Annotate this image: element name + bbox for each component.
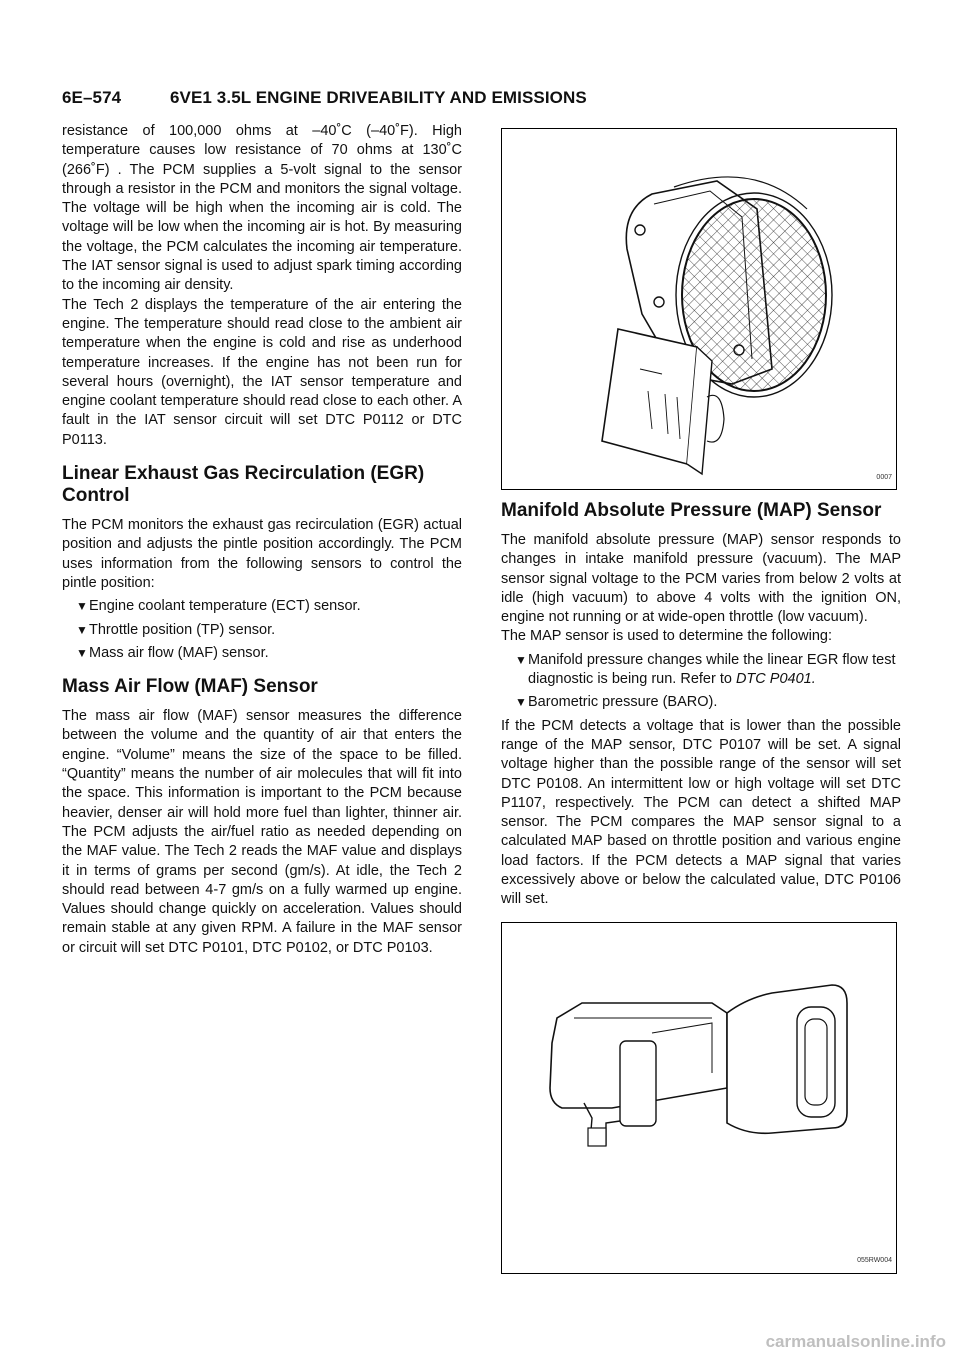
map-paragraph-3: If the PCM detects a voltage that is lower than the possible range of the MAP sensor, DTC P0107 will be set. A signal voltage higher than the possible range of the sensor will set DTC P0108. An intermittent low or high voltage will set DTC P1107, respectively. The PCM can detect a shifted MAP sensor. The PCM compares the MAP sensor signal to a calculated MAP based on throttle position and various engine load factors. If the PCM detects a MAP signal that varies excessively above or below the calculated value, DTC P0106 will set. <box>501 717 901 908</box>
right-column <box>501 128 901 1274</box>
maf-heading: Mass Air Flow (MAF) Sensor <box>62 676 318 698</box>
bullet-marker-icon: ▼ <box>76 599 88 614</box>
map-sensor-figure <box>501 922 897 1274</box>
iat-paragraph-2: The Tech 2 displays the temperature of the air entering the engine. The temperature should read close to the ambient air temperature when the engine is cold and rise as underhood temperature increases. If the engine has not been run for several hours (overnight), the IAT sensor temperature and engine coolant temperature should read close to each other. A fault in the IAT sensor circuit will set DTC P0112 or DTC P0113. <box>62 296 462 448</box>
bullet-marker-icon: ▼ <box>515 652 527 667</box>
egr-heading: Linear Exhaust Gas Recirculation (EGR) Control <box>62 463 425 507</box>
egr-bullet: ▼ Throttle position (TP) sensor. <box>76 621 462 640</box>
map-bullet: ▼ Manifold pressure changes while the linear EGR flow test diagnostic is being run. Refer to DTC P0401. <box>515 651 896 688</box>
bullet-marker-icon: ▼ <box>515 695 527 710</box>
map-paragraph-1: The manifold absolute pressure (MAP) sensor responds to changes in intake manifold pressure (vacuum). The MAP sensor signal voltage to the PCM varies from below 2 volts at idle (high vacuum) to above 4 volts with the ignition ON, engine not running or at wide-open throttle (low vacuum). <box>501 532 901 626</box>
left-column <box>62 122 462 958</box>
egr-bullet: ▼ Engine coolant temperature (ECT) sensor. <box>76 597 462 616</box>
maf-sensor-illustration <box>502 129 896 489</box>
egr-bullet: ▼ Mass air flow (MAF) sensor. <box>76 644 462 663</box>
map-heading: Manifold Absolute Pressure (MAP) Sensor <box>501 500 882 521</box>
watermark: carmanualsonline.info <box>765 1332 946 1351</box>
figure-code: 0007 <box>876 473 892 481</box>
dtc-reference: DTC P0401. <box>735 671 816 688</box>
bullet-marker-icon: ▼ <box>76 622 88 637</box>
iat-paragraph-1: resistance of 100,000 ohms at –40˚C (–40˚F). High temperature causes low resistance of 70 ohms at 130˚C (266˚F) . The PCM supplies a 5-volt signal to the sensor through a resistor in the PCM and monitors the signal voltage. The voltage will be high when the incoming air is cold. The voltage will be low when the incoming air is hot. By measuring the voltage, the PCM calculates the incoming air temperature. The IAT sensor signal is used to adjust spark timing according to the incoming air density. <box>62 123 462 294</box>
section-title: 6VE1 3.5L ENGINE DRIVEABILITY AND EMISSIONS <box>170 88 587 107</box>
figure-code: 055RW004 <box>857 1257 892 1265</box>
map-paragraph-2: The MAP sensor is used to determine the following: <box>501 628 832 645</box>
bullet-marker-icon: ▼ <box>76 645 88 660</box>
map-sensor-illustration <box>502 923 896 1273</box>
egr-paragraph: The PCM monitors the exhaust gas recirculation (EGR) actual position and adjusts the pintle position accordingly. The PCM uses information from the following sensors to control the pintle position: <box>62 517 462 591</box>
maf-paragraph: The mass air flow (MAF) sensor measures the difference between the volume and the quantity of air that enters the engine. “Volume” means the size of the space to be filled. “Quantity” means the number of air molecules that will fit into the space. This information is important to the PCM because heavier, denser air will hold more fuel than lighter, thinner air. The PCM adjusts the air/fuel ratio as needed depending on the MAF value. The Tech 2 reads the MAF value and displays it in terms of grams per second (gm/s). At idle, the Tech 2 should read between 4-7 gm/s on a fully warmed up engine. Values should change quickly on acceleration. Values should remain stable at any given RPM. A failure in the MAF sensor or circuit will set DTC P0101, DTC P0102, or DTC P0103. <box>62 708 462 956</box>
maf-sensor-figure <box>501 128 897 490</box>
page-number: 6E–574 <box>62 88 122 107</box>
map-bullet: ▼ Barometric pressure (BARO). <box>515 693 901 712</box>
